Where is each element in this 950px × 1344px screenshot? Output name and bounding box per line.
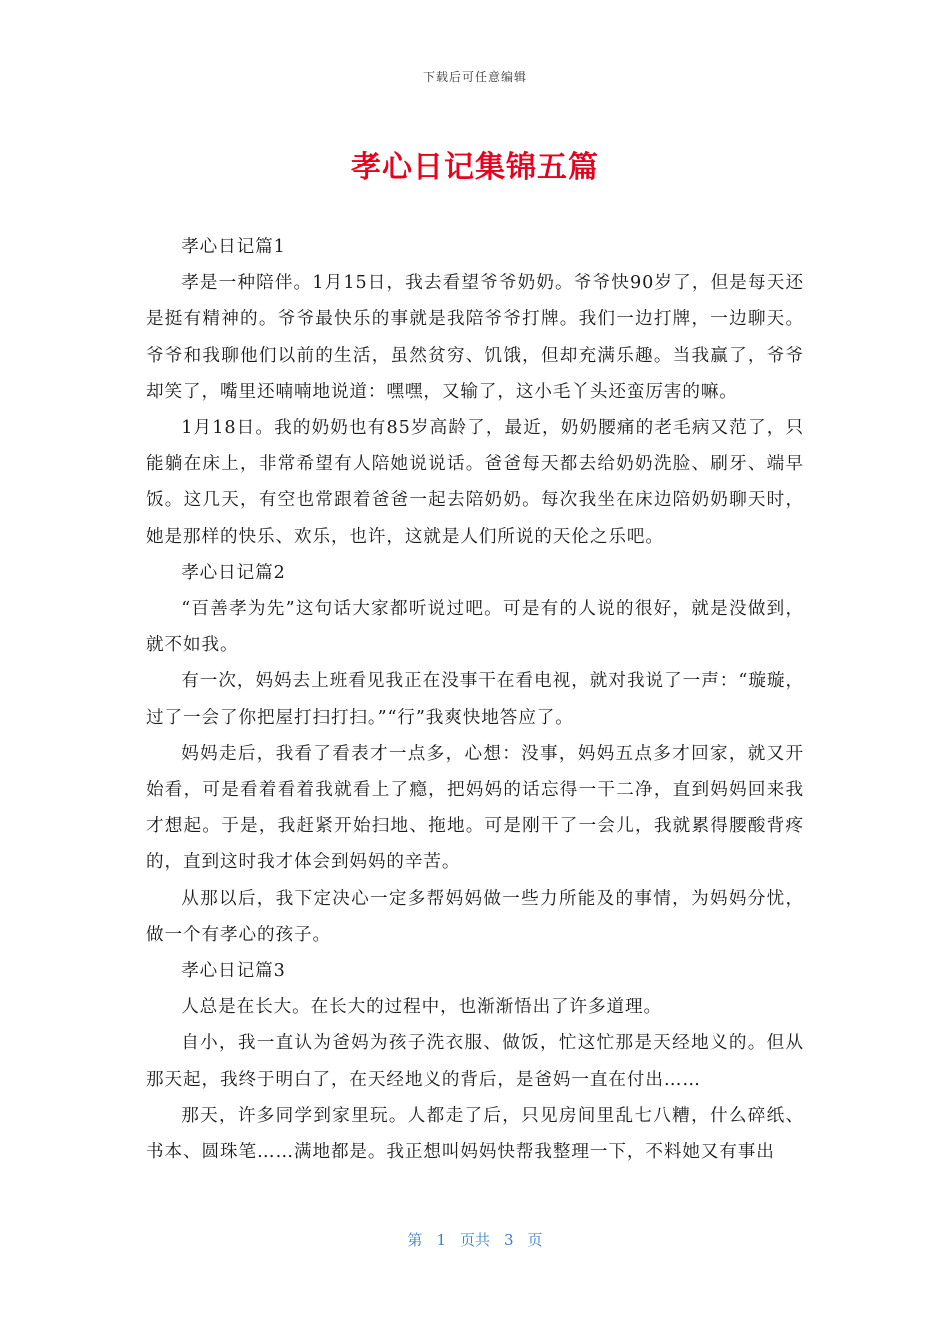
page-prefix: 第 [407, 1231, 423, 1249]
total-pages-number: 3 [504, 1231, 514, 1249]
section-heading: 孝心日记篇3 [181, 961, 286, 982]
body-paragraph: 妈妈走后，我看了看表才一点多，心想：没事，妈妈五点多才回家，就又开始看，可是看着看着我就看上了瘾，把妈妈的话忘得一干二净，直到妈妈回来我才想起。于是，我赶紧开始扫地、拖地。可是刚干了一会儿，我就累得腰酸背疼的，直到这时我才体会到妈妈的辛苦。 [146, 743, 804, 873]
body-paragraph: 那天，许多同学到家里玩。人都走了后，只见房间里乱七八糟，什么碎纸、书本、圆珠笔……满地都是。我正想叫妈妈快帮我整理一下，不料她又有事出 [146, 1105, 804, 1163]
current-page-number: 1 [436, 1231, 446, 1249]
body-paragraph: 1月18日。我的奶奶也有85岁高龄了，最近，奶奶腰痛的老毛病又范了，只能躺在床上，非常希望有人陪她说说话。爸爸每天都去给奶奶洗脸、刷牙、端早饭。这几天，有空也常跟着爸爸一起去陪奶奶。每次我坐在床边陪奶奶聊天时，她是那样的快乐、欢乐，也许，这就是人们所说的天伦之乐吧。 [146, 418, 804, 547]
body-paragraph: 自小，我一直认为爸妈为孩子洗衣服、做饭，忙这忙那是天经地义的。但从那天起，我终于明白了，在天经地义的背后，是爸妈一直在付出…… [146, 1033, 804, 1090]
document-title: 孝心日记集锦五篇 [351, 150, 599, 185]
document-body [146, 229, 804, 1170]
page-mid: 页共 [459, 1231, 490, 1249]
body-paragraph: 孝是一种陪伴。1月15日，我去看望爷爷奶奶。爷爷快90岁了，但是每天还是挺有精神的。爷爷最快乐的事就是我陪爷爷打牌。我们一边打牌，一边聊天。爷爷和我聊他们以前的生活，虽然贫穷、饥饿，但却充满乐趣。当我赢了，爷爷却笑了，嘴里还喃喃地说道：嘿嘿，又输了，这小毛丫头还蛮厉害的嘛。 [146, 273, 804, 402]
body-paragraph: “百善孝为先”这句话大家都听说过吧。可是有的人说的很好，就是没做到，就不如我。 [146, 599, 804, 656]
page-suffix: 页 [527, 1231, 543, 1249]
body-paragraph: 有一次，妈妈去上班看见我正在没事干在看电视，就对我说了一声：“璇璇，过了一会了你把屋打扫打扫。”“行”我爽快地答应了。 [146, 671, 804, 728]
body-paragraph: 人总是在长大。在长大的过程中，也渐渐悟出了许多道理。 [181, 997, 663, 1018]
body-paragraph: 从那以后，我下定决心一定多帮妈妈做一些力所能及的事情，为妈妈分忧，做一个有孝心的孩子。 [146, 888, 804, 945]
section-heading: 孝心日记篇2 [181, 562, 286, 583]
page-footer [0, 1229, 950, 1250]
section-heading: 孝心日记篇1 [181, 237, 286, 257]
header-note: 下载后可任意编辑 [422, 70, 527, 84]
